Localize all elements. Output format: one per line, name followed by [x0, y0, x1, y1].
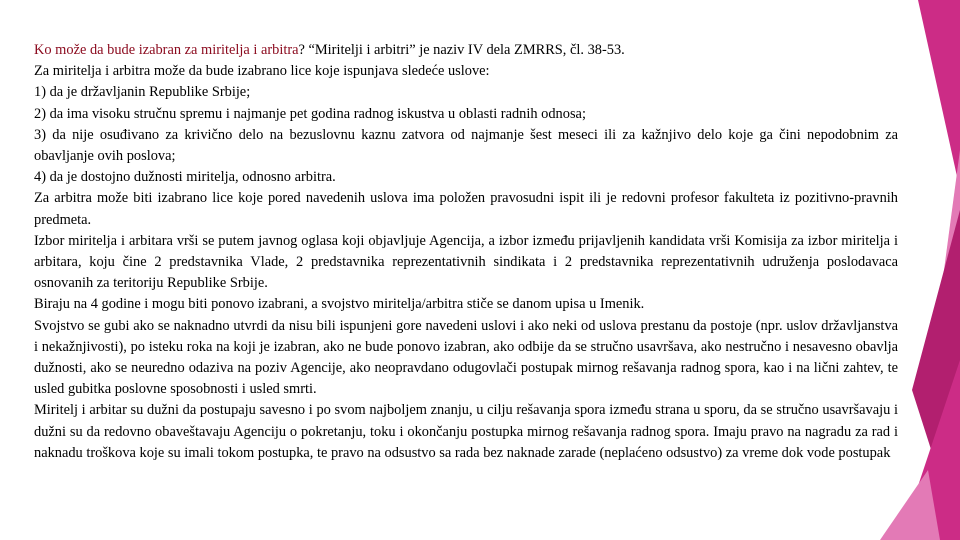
intro-paragraph: [34, 40, 898, 61]
slide-body-text: [34, 40, 898, 464]
paragraph-term: Biraju na 4 godine i mogu biti ponovo izabrani, a svojstvo miritelja/arbitra stiče se danom upisa u Imenik.: [34, 296, 645, 313]
paragraph-condition-4: 4) da je dostojno dužnosti miritelja, odnosno arbitra.: [34, 169, 336, 186]
paragraph-selection: Izbor miritelja i arbitara vrši se putem javnog oglasa koji objavljuje Agencija, a izbor između prijavljenih kandidata vrši Komisija za izbor miritelja i arbitara, koju čine 2 predstavnika Vlade, 2 predstavnika reprezentativnih sindikata i 2 predstavnika reprezentativnih udruženja poslodavaca osnovanih za teritoriju Republike Srbije.: [34, 232, 898, 292]
paragraph-loss-of-status: Svojstvo se gubi ako se naknadno utvrdi da nisu bili ispunjeni gore navedeni uslovi i ako neki od uslova prestanu da postoje (npr. uslov državljanstva i nekažnjivosti), po isteku roka na koji je izabran, ako ne bude ponovo izabran, ako odbije da se stručno usavršava, ako nestručno i nesavesno obavlja dužnosti, ako se neuredno odaziva na poziv Agencije, ako neopravdano odugovlači postupak mirnog rešavanja radnog spora, kao i na lični zahtev, te usled gubitka poslovne sposobnosti i usled smrti.: [34, 317, 898, 398]
paragraph-arbitrator: Za arbitra može biti izabrano lice koje pored navedenih uslova ima položen pravosudni ispit ili je redovni profesor fakulteta iz pozitivno-pravnih predmeta.: [34, 190, 898, 228]
intro-question: Ko može da bude izabran za miritelja i arbitra: [34, 42, 299, 58]
intro-rest: ? “Miritelji i arbitri” je naziv IV dela ZMRRS, čl. 38-53.: [298, 42, 625, 58]
paragraph-duties: Miritelj i arbitar su dužni da postupaju savesno i po svom najboljem znanju, u cilju rešavanja spora između strana u sporu, da se stručno usavršavaju i dužni su da redovno obaveštavaju Agenciju o pokretanju, toku i okončanju postupka mirnog rešavanja radnog spora. Imaju pravo na nagradu za rad i naknadu troškova koje su imali tokom postupka, te pravo na odsustvo sa rada bez naknade zarade (neplaćeno odsustvo) za vreme dok vode postupak: [34, 402, 898, 461]
deco-triangle-top: [918, 0, 960, 190]
paragraph-condition-2: 2) da ima visoku stručnu spremu i najmanje pet godina radnog iskustva u oblasti radnih odnosa;: [34, 105, 586, 122]
paragraph-condition-3: 3) da nije osuđivano za krivično delo na bezuslovnu kaznu zatvora od najmanje šest meseci ili za kažnjivo delo koje ga čini nepodobnim za obavljanje ovih poslova;: [34, 126, 898, 165]
paragraph-conditions-intro: Za miritelja i arbitra može da bude izabrano lice koje ispunjava sledeće uslove:: [34, 63, 490, 80]
paragraph-condition-1: 1) da je državljanin Republike Srbije;: [34, 84, 251, 101]
